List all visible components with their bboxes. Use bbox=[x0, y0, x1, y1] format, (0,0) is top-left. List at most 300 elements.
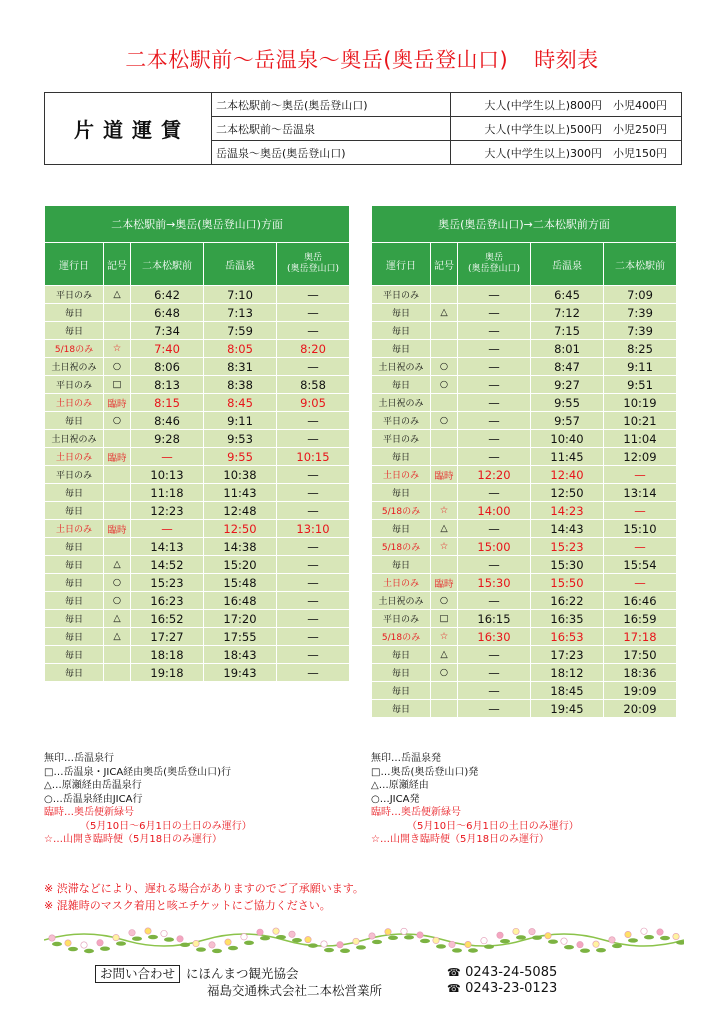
cell-time: 15:30 bbox=[458, 574, 531, 592]
cell-symbol: 臨時 bbox=[104, 520, 131, 538]
cell-day: 毎日 bbox=[45, 502, 104, 520]
cell-time: 9:57 bbox=[531, 412, 604, 430]
cell-day: 土日のみ bbox=[372, 574, 431, 592]
cell-symbol: △ bbox=[104, 628, 131, 646]
cell-day: 毎日 bbox=[372, 682, 431, 700]
legend-note: 臨時…奥岳便新緑号 bbox=[371, 807, 461, 818]
timetable-row bbox=[45, 520, 350, 538]
timetable-row bbox=[372, 430, 677, 448]
cell-time: 11:43 bbox=[204, 484, 277, 502]
cell-time: 12:48 bbox=[204, 502, 277, 520]
legend-note: □…奥岳(奥岳登山口)発 bbox=[371, 766, 479, 778]
cell-time: 8:06 bbox=[131, 358, 204, 376]
cell-symbol: ☆ bbox=[431, 628, 458, 646]
legend-note: △…原瀬経由 bbox=[371, 780, 429, 791]
cell-day: 土日のみ bbox=[45, 448, 104, 466]
cell-symbol bbox=[431, 448, 458, 466]
cell-symbol bbox=[104, 484, 131, 502]
title-route: 二本松駅前〜岳温泉〜奥岳(奥岳登山口) bbox=[125, 48, 509, 72]
cell-symbol bbox=[104, 466, 131, 484]
cell-day: 土日のみ bbox=[45, 520, 104, 538]
timetable-row bbox=[372, 286, 677, 304]
timetable-caption: 二本松駅前→奥岳(奥岳登山口)方面 bbox=[45, 206, 350, 243]
timetable-caption: 奥岳(奥岳登山口)→二本松駅前方面 bbox=[372, 206, 677, 243]
cell-day: 毎日 bbox=[45, 304, 104, 322]
col-header-station: 二本松駅前 bbox=[131, 243, 204, 286]
cell-time: 6:42 bbox=[131, 286, 204, 304]
fare-route: 二本松駅前〜岳温泉 bbox=[212, 117, 451, 141]
timetable-row bbox=[45, 592, 350, 610]
cell-time: — bbox=[277, 466, 350, 484]
col-header-day: 運行日 bbox=[45, 243, 104, 286]
cell-day: 土日祝のみ bbox=[45, 430, 104, 448]
cell-time: 14:43 bbox=[531, 520, 604, 538]
timetable-row bbox=[372, 628, 677, 646]
cell-day: 平日のみ bbox=[372, 286, 431, 304]
title-label: 時刻表 bbox=[534, 48, 599, 72]
cell-symbol: 臨時 bbox=[104, 394, 131, 412]
timetable-row bbox=[372, 322, 677, 340]
cell-time: — bbox=[277, 430, 350, 448]
cell-symbol: △ bbox=[431, 304, 458, 322]
cell-time: 19:45 bbox=[531, 700, 604, 718]
cell-time: 11:45 bbox=[531, 448, 604, 466]
cell-day: 毎日 bbox=[372, 484, 431, 502]
cell-time: 7:09 bbox=[604, 286, 677, 304]
cell-time: 9:05 bbox=[277, 394, 350, 412]
cell-time: 7:10 bbox=[204, 286, 277, 304]
caution-line: ※ 混雑時のマスク着用と咳エチケットにご協力ください。 bbox=[44, 899, 331, 912]
cell-day: 毎日 bbox=[45, 610, 104, 628]
timetable-row bbox=[45, 574, 350, 592]
cell-day: 毎日 bbox=[372, 376, 431, 394]
cell-symbol: ○ bbox=[104, 358, 131, 376]
legend-notes-inbound bbox=[371, 752, 579, 847]
fare-heading: 片道運賃 bbox=[45, 93, 212, 165]
timetable-row bbox=[45, 376, 350, 394]
cell-day: 平日のみ bbox=[45, 286, 104, 304]
cell-time: 7:15 bbox=[531, 322, 604, 340]
cell-time: 17:55 bbox=[204, 628, 277, 646]
cell-time: 15:23 bbox=[131, 574, 204, 592]
cell-time: 14:52 bbox=[131, 556, 204, 574]
fare-table bbox=[44, 92, 682, 165]
cell-symbol: ○ bbox=[104, 574, 131, 592]
cell-time: 10:15 bbox=[277, 448, 350, 466]
fare-route: 二本松駅前〜奥岳(奥岳登山口) bbox=[212, 93, 451, 117]
cell-day: 毎日 bbox=[45, 628, 104, 646]
cell-symbol: ☆ bbox=[431, 502, 458, 520]
legend-note: （5月10日〜6月1日の土日のみ運行） bbox=[80, 820, 252, 832]
cell-time: 14:38 bbox=[204, 538, 277, 556]
phone-number: 0243-23-0123 bbox=[465, 981, 558, 996]
page-title bbox=[0, 44, 724, 74]
timetable-row bbox=[45, 556, 350, 574]
cell-symbol: 臨時 bbox=[431, 466, 458, 484]
cell-symbol bbox=[431, 340, 458, 358]
cell-time: — bbox=[277, 556, 350, 574]
timetable-row bbox=[372, 412, 677, 430]
cell-symbol bbox=[431, 484, 458, 502]
cell-time: — bbox=[458, 592, 531, 610]
cell-time: 15:50 bbox=[531, 574, 604, 592]
cell-day: 土日のみ bbox=[45, 394, 104, 412]
contact-label: お問い合わせ bbox=[95, 965, 180, 983]
cell-time: — bbox=[458, 286, 531, 304]
cell-time: — bbox=[277, 412, 350, 430]
timetable-row bbox=[372, 484, 677, 502]
cell-time: — bbox=[277, 610, 350, 628]
cell-symbol bbox=[431, 286, 458, 304]
timetable-row bbox=[372, 394, 677, 412]
cell-symbol: 臨時 bbox=[431, 574, 458, 592]
cell-time: — bbox=[458, 700, 531, 718]
timetable-row bbox=[372, 592, 677, 610]
timetable-row bbox=[372, 574, 677, 592]
cell-time: — bbox=[458, 682, 531, 700]
cell-symbol: ☆ bbox=[104, 340, 131, 358]
cell-symbol: △ bbox=[104, 556, 131, 574]
timetable-outbound bbox=[44, 205, 350, 682]
cell-time: 9:55 bbox=[531, 394, 604, 412]
cell-time: 10:40 bbox=[531, 430, 604, 448]
cell-time: 10:13 bbox=[131, 466, 204, 484]
cell-time: — bbox=[458, 412, 531, 430]
timetable-row bbox=[45, 358, 350, 376]
cell-day: 毎日 bbox=[45, 574, 104, 592]
cell-time: — bbox=[277, 574, 350, 592]
cell-time: 19:18 bbox=[131, 664, 204, 682]
cell-symbol: 臨時 bbox=[104, 448, 131, 466]
cell-time: 14:13 bbox=[131, 538, 204, 556]
cell-time: 11:04 bbox=[604, 430, 677, 448]
cell-day: 土日祝のみ bbox=[372, 358, 431, 376]
phone-block bbox=[447, 965, 557, 997]
cell-day: 土日のみ bbox=[372, 466, 431, 484]
cell-time: — bbox=[458, 430, 531, 448]
legend-note: 臨時…奥岳便新緑号 bbox=[44, 807, 134, 818]
cell-time: 15:00 bbox=[458, 538, 531, 556]
cell-day: 毎日 bbox=[372, 520, 431, 538]
cell-time: 7:59 bbox=[204, 322, 277, 340]
cell-time: — bbox=[458, 340, 531, 358]
legend-note: （5月10日〜6月1日の土日のみ運行） bbox=[407, 820, 579, 832]
cell-time: 9:51 bbox=[604, 376, 677, 394]
caution-notes bbox=[44, 880, 364, 914]
cell-time: — bbox=[458, 520, 531, 538]
cell-time: — bbox=[458, 664, 531, 682]
timetable-row bbox=[372, 610, 677, 628]
cell-time: — bbox=[277, 358, 350, 376]
timetable-row bbox=[372, 682, 677, 700]
cell-symbol: ☆ bbox=[431, 538, 458, 556]
cell-day: 毎日 bbox=[372, 340, 431, 358]
col-header-station: 二本松駅前 bbox=[604, 243, 677, 286]
cell-day: 5/18のみ bbox=[45, 340, 104, 358]
cell-time: — bbox=[131, 448, 204, 466]
cell-symbol: ○ bbox=[104, 592, 131, 610]
legend-note: ○…JICA発 bbox=[371, 793, 420, 805]
timetable-row bbox=[372, 340, 677, 358]
timetable-row bbox=[372, 556, 677, 574]
phone-icon: ☎ bbox=[447, 982, 461, 995]
timetable-row bbox=[45, 538, 350, 556]
cell-time: 8:58 bbox=[277, 376, 350, 394]
timetable-row bbox=[372, 448, 677, 466]
cell-time: 17:18 bbox=[604, 628, 677, 646]
cell-time: 8:47 bbox=[531, 358, 604, 376]
cell-day: 毎日 bbox=[45, 592, 104, 610]
cell-symbol: □ bbox=[104, 376, 131, 394]
cell-symbol: ○ bbox=[431, 412, 458, 430]
cell-time: 15:23 bbox=[531, 538, 604, 556]
cell-time: — bbox=[277, 628, 350, 646]
cell-time: — bbox=[458, 322, 531, 340]
cell-day: 平日のみ bbox=[372, 412, 431, 430]
timetable-row bbox=[45, 394, 350, 412]
cell-time: 12:09 bbox=[604, 448, 677, 466]
cell-time: 17:50 bbox=[604, 646, 677, 664]
cell-symbol: △ bbox=[104, 610, 131, 628]
cell-time: 10:21 bbox=[604, 412, 677, 430]
fare-price: 大人(中学生以上)300円 小児150円 bbox=[451, 141, 682, 165]
legend-note: △…原瀬経由岳温泉行 bbox=[44, 780, 142, 791]
cell-day: 平日のみ bbox=[45, 466, 104, 484]
cell-day: 毎日 bbox=[372, 700, 431, 718]
cell-symbol bbox=[431, 700, 458, 718]
cell-day: 毎日 bbox=[45, 322, 104, 340]
cell-day: 土日祝のみ bbox=[45, 358, 104, 376]
cell-time: 8:31 bbox=[204, 358, 277, 376]
col-header-symbol: 記号 bbox=[431, 243, 458, 286]
cell-time: — bbox=[131, 520, 204, 538]
cell-day: 毎日 bbox=[372, 304, 431, 322]
cell-time: 8:15 bbox=[131, 394, 204, 412]
cell-symbol bbox=[104, 430, 131, 448]
cell-time: — bbox=[458, 304, 531, 322]
cell-day: 毎日 bbox=[372, 448, 431, 466]
cell-time: 20:09 bbox=[604, 700, 677, 718]
contact-block bbox=[95, 965, 382, 999]
cell-time: 9:11 bbox=[604, 358, 677, 376]
timetable-row bbox=[372, 538, 677, 556]
cell-time: 18:43 bbox=[204, 646, 277, 664]
cell-time: 10:19 bbox=[604, 394, 677, 412]
cell-time: 14:00 bbox=[458, 502, 531, 520]
cell-symbol bbox=[104, 322, 131, 340]
phone-icon: ☎ bbox=[447, 966, 461, 979]
timetable-row bbox=[45, 448, 350, 466]
col-header-station: 岳温泉 bbox=[531, 243, 604, 286]
cell-time: — bbox=[604, 502, 677, 520]
timetable-row bbox=[45, 430, 350, 448]
col-header-symbol: 記号 bbox=[104, 243, 131, 286]
contact-org: 福島交通株式会社二本松営業所 bbox=[207, 983, 383, 998]
cell-time: — bbox=[458, 556, 531, 574]
legend-note: ☆…山開き臨時便（5月18日のみ運行） bbox=[44, 834, 223, 845]
cell-symbol bbox=[104, 304, 131, 322]
cell-day: 毎日 bbox=[45, 484, 104, 502]
timetable-row bbox=[45, 628, 350, 646]
cell-time: 9:11 bbox=[204, 412, 277, 430]
cell-time: 18:45 bbox=[531, 682, 604, 700]
cell-day: 毎日 bbox=[45, 556, 104, 574]
cell-time: 6:48 bbox=[131, 304, 204, 322]
cell-day: 毎日 bbox=[45, 412, 104, 430]
cell-day: 毎日 bbox=[45, 664, 104, 682]
cell-time: 8:05 bbox=[204, 340, 277, 358]
cell-time: — bbox=[277, 538, 350, 556]
cell-symbol: △ bbox=[431, 520, 458, 538]
timetable-row bbox=[372, 358, 677, 376]
cell-time: 16:30 bbox=[458, 628, 531, 646]
cell-time: 16:22 bbox=[531, 592, 604, 610]
legend-note: □…岳温泉・JICA経由奥岳(奥岳登山口)行 bbox=[44, 766, 231, 778]
cell-symbol: ○ bbox=[431, 358, 458, 376]
timetable-row bbox=[372, 646, 677, 664]
cell-time: — bbox=[458, 448, 531, 466]
timetable-row bbox=[45, 466, 350, 484]
cell-time: — bbox=[277, 664, 350, 682]
timetable-row bbox=[45, 412, 350, 430]
cell-time: — bbox=[277, 322, 350, 340]
cell-day: 土日祝のみ bbox=[372, 394, 431, 412]
cell-day: 毎日 bbox=[372, 556, 431, 574]
legend-note: ☆…山開き臨時便（5月18日のみ運行） bbox=[371, 834, 550, 845]
cell-time: 7:12 bbox=[531, 304, 604, 322]
timetable-row bbox=[372, 304, 677, 322]
timetable-row bbox=[372, 520, 677, 538]
cell-time: 7:40 bbox=[131, 340, 204, 358]
cell-time: 12:20 bbox=[458, 466, 531, 484]
cell-time: 12:23 bbox=[131, 502, 204, 520]
cell-symbol bbox=[431, 322, 458, 340]
cell-day: 5/18のみ bbox=[372, 502, 431, 520]
cell-time: — bbox=[458, 376, 531, 394]
cell-time: 16:48 bbox=[204, 592, 277, 610]
cell-time: — bbox=[458, 394, 531, 412]
cell-time: 17:27 bbox=[131, 628, 204, 646]
cell-time: 12:50 bbox=[204, 520, 277, 538]
cell-time: 16:46 bbox=[604, 592, 677, 610]
timetable-row bbox=[45, 484, 350, 502]
cell-time: 12:50 bbox=[531, 484, 604, 502]
cell-time: 7:39 bbox=[604, 322, 677, 340]
cell-time: 15:20 bbox=[204, 556, 277, 574]
cell-day: 土日祝のみ bbox=[372, 592, 431, 610]
cell-time: 8:38 bbox=[204, 376, 277, 394]
cell-symbol: ○ bbox=[431, 664, 458, 682]
cell-time: 17:20 bbox=[204, 610, 277, 628]
legend-note: 無印…岳温泉行 bbox=[44, 753, 114, 764]
timetable-row bbox=[45, 502, 350, 520]
cell-time: 16:23 bbox=[131, 592, 204, 610]
cell-time: 8:45 bbox=[204, 394, 277, 412]
cell-time: — bbox=[458, 484, 531, 502]
cell-day: 毎日 bbox=[372, 322, 431, 340]
legend-notes-outbound bbox=[44, 752, 252, 847]
cell-time: 19:09 bbox=[604, 682, 677, 700]
cell-symbol bbox=[104, 664, 131, 682]
cell-symbol: ○ bbox=[104, 412, 131, 430]
cell-time: 12:40 bbox=[531, 466, 604, 484]
caution-line: ※ 渋滞などにより、遅れる場合がありますのでご了承願います。 bbox=[44, 882, 364, 895]
cell-time: — bbox=[277, 286, 350, 304]
timetable-row bbox=[372, 376, 677, 394]
cell-time: 13:10 bbox=[277, 520, 350, 538]
phone-number: 0243-24-5085 bbox=[465, 965, 558, 980]
cell-day: 毎日 bbox=[372, 646, 431, 664]
cell-time: — bbox=[277, 502, 350, 520]
cell-time: 7:34 bbox=[131, 322, 204, 340]
cell-time: 15:10 bbox=[604, 520, 677, 538]
cell-time: 18:12 bbox=[531, 664, 604, 682]
cell-time: 7:13 bbox=[204, 304, 277, 322]
timetable-row bbox=[372, 466, 677, 484]
cell-time: 15:54 bbox=[604, 556, 677, 574]
contact-org: にほんまつ観光協会 bbox=[186, 966, 299, 981]
cell-time: 9:27 bbox=[531, 376, 604, 394]
cell-time: — bbox=[458, 646, 531, 664]
cell-day: 平日のみ bbox=[372, 430, 431, 448]
cell-time: — bbox=[604, 538, 677, 556]
timetable-inbound bbox=[371, 205, 677, 718]
timetable-row bbox=[372, 502, 677, 520]
cell-symbol: △ bbox=[104, 286, 131, 304]
cell-day: 5/18のみ bbox=[372, 628, 431, 646]
col-header-station: 奥岳 (奥岳登山口) bbox=[458, 243, 531, 286]
cell-time: 8:25 bbox=[604, 340, 677, 358]
cell-day: 平日のみ bbox=[372, 610, 431, 628]
cell-time: 18:18 bbox=[131, 646, 204, 664]
col-header-station: 奥岳 (奥岳登山口) bbox=[277, 243, 350, 286]
cell-symbol: □ bbox=[431, 610, 458, 628]
cell-symbol: ○ bbox=[431, 376, 458, 394]
cell-time: 16:53 bbox=[531, 628, 604, 646]
cell-time: 8:13 bbox=[131, 376, 204, 394]
cell-time: 16:59 bbox=[604, 610, 677, 628]
cell-time: 9:55 bbox=[204, 448, 277, 466]
cell-time: — bbox=[277, 304, 350, 322]
cell-time: 6:45 bbox=[531, 286, 604, 304]
cell-time: 19:43 bbox=[204, 664, 277, 682]
cell-time: — bbox=[604, 466, 677, 484]
cell-symbol: △ bbox=[431, 646, 458, 664]
cell-time: — bbox=[458, 358, 531, 376]
cell-time: 11:18 bbox=[131, 484, 204, 502]
cell-symbol: ○ bbox=[431, 592, 458, 610]
cell-time: 10:38 bbox=[204, 466, 277, 484]
cell-time: 15:48 bbox=[204, 574, 277, 592]
timetable-row bbox=[45, 304, 350, 322]
cell-day: 5/18のみ bbox=[372, 538, 431, 556]
timetable-row bbox=[372, 664, 677, 682]
timetable-row bbox=[45, 610, 350, 628]
cell-time: 8:01 bbox=[531, 340, 604, 358]
timetable-row bbox=[45, 646, 350, 664]
cell-time: — bbox=[604, 574, 677, 592]
cell-time: 18:36 bbox=[604, 664, 677, 682]
cell-time: 13:14 bbox=[604, 484, 677, 502]
fare-route: 岳温泉〜奥岳(奥岳登山口) bbox=[212, 141, 451, 165]
col-header-day: 運行日 bbox=[372, 243, 431, 286]
cell-time: 16:52 bbox=[131, 610, 204, 628]
timetable-row bbox=[372, 700, 677, 718]
cell-symbol bbox=[431, 556, 458, 574]
timetable-row bbox=[45, 664, 350, 682]
flower-garland-decoration bbox=[44, 920, 684, 954]
cell-day: 毎日 bbox=[45, 646, 104, 664]
